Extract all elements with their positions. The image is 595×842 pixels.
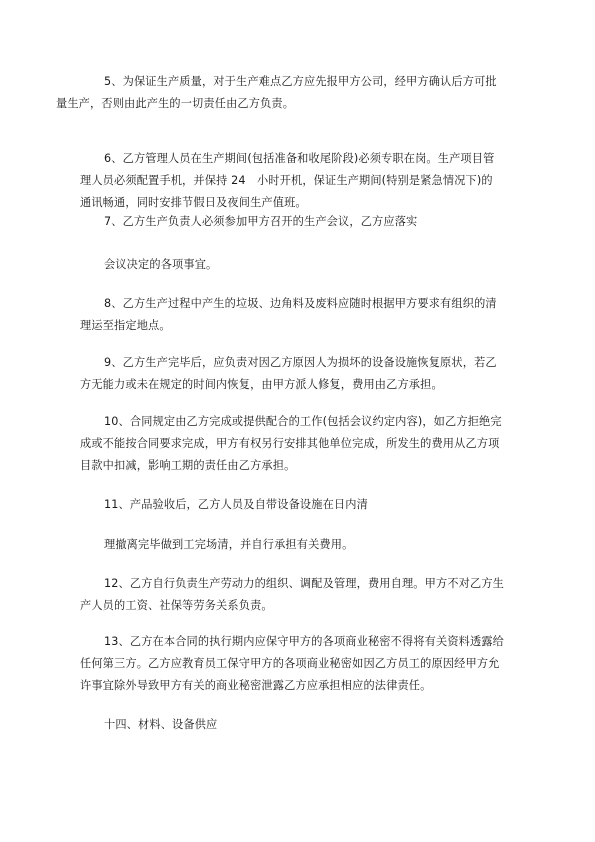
clause-5 [56, 71, 525, 115]
text-line: 10、合同规定由乙方完成或提供配合的工作(包括会议约定内容)，如乙方拒绝完 [104, 415, 502, 428]
clause-13 [80, 631, 525, 697]
clause-11-continued [80, 534, 525, 556]
section-heading-14 [80, 714, 525, 736]
text-line: 13、乙方在本合同的执行期内应保守甲方的各项商业秘密不得将有关资料透露给 [104, 635, 505, 648]
text-line: 8、乙方生产过程中产生的垃圾、边角料及废料应随时根据甲方要求有组织的清 [104, 297, 497, 310]
text-line: 理撤离完毕做到工完场清，并自行承担有关费用。 [104, 538, 354, 551]
text-line: 量生产，否则由此产生的一切责任由乙方负责。 [56, 97, 295, 110]
text-line: 任何第三方。乙方应教育员工保守甲方的各项商业秘密如因乙方员工的原因经甲方允 [80, 657, 500, 670]
clause-8 [80, 293, 525, 337]
text-line: 理人员必须配置手机，并保持 24 小时开机，保证生产期间(特别是紧急情况下)的 [80, 174, 493, 187]
text-line: 许事宜除外导致甲方有关的商业秘密泄露乙方应承担相应的法律责任。 [80, 679, 432, 692]
text-line: 方无能力或未在规定的时间内恢复，由甲方派人修复，费用由乙方承担。 [80, 378, 443, 391]
text-line: 理运至指定地点。 [80, 319, 171, 332]
clause-12 [80, 573, 525, 617]
section-heading: 十四、材料、设备供应 [104, 718, 218, 731]
clause-9 [80, 352, 525, 396]
text-line: 会议决定的各项事宜。 [104, 258, 218, 271]
text-line: 7、乙方生产负责人必须参加甲方召开的生产会议，乙方应落实 [104, 215, 418, 228]
clause-10 [80, 411, 525, 477]
text-line: 成或不能按合同要求完成，甲方有权另行安排其他单位完成，所发生的费用从乙方项 [80, 437, 500, 450]
text-line: 产人员的工资、社保等劳务关系负责。 [80, 599, 273, 612]
clause-7 [80, 211, 525, 233]
text-line: 5、为保证生产质量，对于生产难点乙方应先报甲方公司，经甲方确认后方可批 [104, 75, 497, 88]
text-line: 通讯畅通，同时安排节假日及夜间生产值班。 [80, 196, 307, 209]
clause-6 [80, 148, 525, 214]
text-line: 6、乙方管理人员在生产期间(包括准备和收尾阶段)必须专职在岗。生产项目管 [104, 152, 495, 165]
text-line: 9、乙方生产完毕后，应负责对因乙方原因人为损坏的设备设施恢复原状，若乙 [104, 356, 497, 369]
text-line: 12、乙方自行负责生产劳动力的组织、调配及管理，费用自理。甲方不对乙方生 [104, 577, 505, 590]
clause-7-continued [80, 254, 525, 276]
clause-11 [80, 494, 525, 516]
text-line: 11、产品验收后，乙方人员及自带设备设施在日内清 [104, 498, 368, 511]
text-line: 目款中扣减，影响工期的责任由乙方承担。 [80, 459, 296, 472]
